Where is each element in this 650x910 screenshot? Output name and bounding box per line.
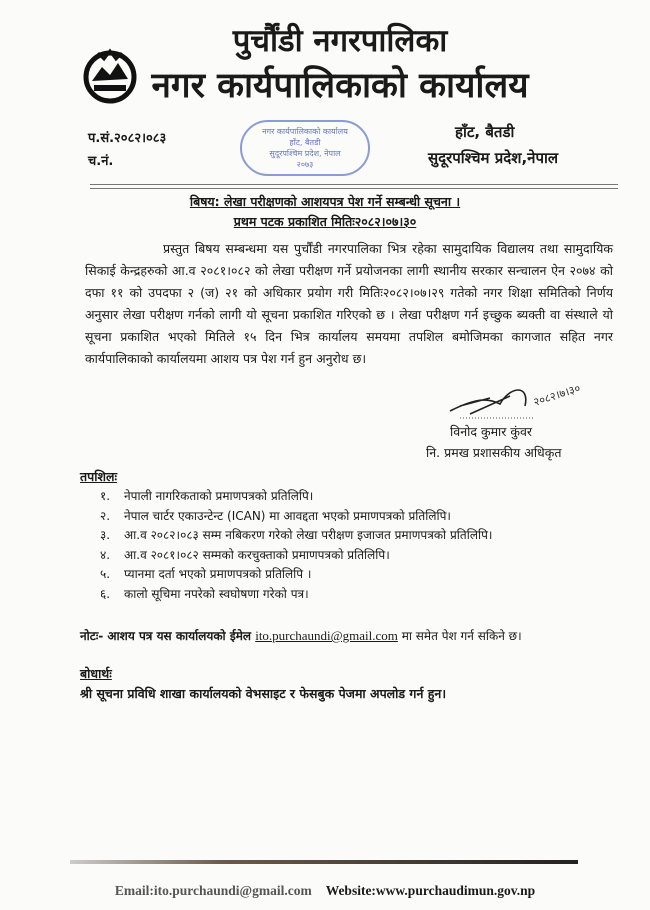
list-item	[100, 487, 613, 507]
address-line1: हाँट, बैतडी	[455, 123, 515, 141]
stamp-text: २०७३	[296, 160, 314, 169]
footer-website: Website:www.purchaudimun.gov.np	[325, 883, 536, 898]
subject-text: बिषय: लेखा परीक्षणको आशयपत्र पेश गर्ने सम्बन्धी सूचना ।	[189, 194, 461, 209]
signatory-designation: नि. प्रमख प्रशासकीय अधिकृत	[426, 445, 562, 460]
cc-section	[80, 664, 613, 704]
item-text: नेपाली नागरिकताको प्रमाणपत्रको प्रतिलिपि।	[124, 489, 314, 503]
list-item	[100, 585, 613, 605]
stamp-text: सुदूरपश्चिम प्रदेश, नेपाल	[269, 149, 341, 158]
stamp-text: नगर कार्यपालिकाको कार्यालय	[262, 127, 348, 136]
note-suffix: मा समेत पेश गर्न सकिने छ।	[397, 629, 522, 643]
item-text: प्यानमा दर्ता भएको प्रमाणपत्रको प्रतिलिपि ।	[124, 567, 312, 581]
item-number: २.	[100, 508, 111, 523]
list-item	[100, 507, 613, 527]
requirements-list	[100, 487, 613, 604]
item-text: नेपाल चार्टर एकाउन्टेन्ट (ICAN) मा आवद्दता भएको प्रमाणपत्रको प्रतिलिपि।	[124, 508, 451, 523]
signature-block	[426, 376, 613, 463]
cc-heading: बोधार्थः	[80, 666, 112, 681]
item-number: ५.	[100, 567, 111, 581]
item-number: १.	[100, 489, 111, 503]
item-number: ६.	[100, 586, 111, 601]
subject-line	[0, 193, 650, 211]
signature-date: २०८२।७।३०	[531, 381, 582, 409]
stamp-text: हाँट, बैतडी	[289, 138, 321, 147]
note-prefix: नोटः- आशय पत्र यस कार्यालयको ईमेल	[80, 629, 256, 643]
item-text: आ.व २०८१।०८२ सम्मको करचुक्ताको प्रमाणपत्रको प्रतिलिपि।	[124, 547, 390, 562]
dispatch-number: च.नं.	[88, 154, 114, 169]
footer	[0, 882, 650, 900]
signatory-name: विनोद कुमार कुंवर	[450, 424, 533, 439]
footer-email: Email:ito.purchaundi@gmail.com	[114, 883, 312, 898]
item-number: ४.	[100, 547, 111, 562]
item-text: कालो सूचिमा नपरेको स्वघोषणा गरेको पत्र।	[124, 586, 309, 601]
signature	[440, 376, 590, 421]
address-line2: सुदूरपश्चिम प्रदेश,नेपाल	[428, 149, 559, 167]
list-item	[100, 546, 613, 566]
note	[80, 626, 613, 646]
office-name: नगर कार्यपालिकाको कार्यालय	[151, 66, 529, 106]
details-heading: तपशिलः	[80, 469, 117, 484]
list-item	[100, 526, 613, 546]
reference-number: प.सं.२०८२।०८३	[88, 131, 167, 146]
header-divider	[90, 184, 618, 189]
footer-divider	[70, 860, 578, 864]
publish-date-text: प्रथम पटक प्रकाशित मितिः२०८२।०७।३०	[233, 214, 417, 229]
email-link[interactable]: ito.purchaundi@gmail.com	[255, 628, 398, 643]
office-stamp	[240, 120, 370, 176]
notice-body: प्रस्तुत बिषय सम्बन्धमा यस पुर्चौंडी नगरपालिका भित्र रहेका सामुदायिक विद्यालय तथा सामुदायिक सिकाई केन्द्रहरुको आ.व २०८१।०८२ को लेखा परीक्षण गर्ने प्रयोजनका लागी स्थानीय सरकार सन्चालन ऐन २०७४ को दफा ११ को उपदफा २ (ज) २१ को अधिकार प्रयोग गरी मितिः२०८२।०७।२९ गतेको नगर शिक्षा समितिको निर्णय अनुसार लेखा परीक्षण गर्नको लागी यो सूचना प्रकाशित गरिएको छ । लेखा परीक्षण गर्न इच्छुक ब्यक्ती वा संस्थाले यो सूचना प्रकाशित भएको मितिले १५ दिन भित्र कार्यालय समयमा तपशिल बमोजिमका कागजात सहित नगर कार्यपालिकाको कार्यालयमा आशय पत्र पेश गर्न हुन अनुरोध छ।	[85, 241, 613, 366]
item-number: ३.	[100, 528, 111, 542]
list-item	[100, 565, 613, 585]
item-text: आ.व २०८२।०८३ सम्म नबिकरण गरेको लेखा परीक्षण इजाजत प्रमाणपत्रको प्रतिलिपि।	[124, 528, 493, 542]
cc-text: श्री सूचना प्रविधि शाखा कार्यालयको वेभसाइट र फेसबुक पेजमा अपलोड गर्न हुन।	[80, 686, 447, 701]
notice-content	[80, 238, 613, 704]
municipality-name: पुर्चौंडी नगरपालिका	[232, 23, 448, 59]
publish-date-line	[0, 213, 650, 231]
